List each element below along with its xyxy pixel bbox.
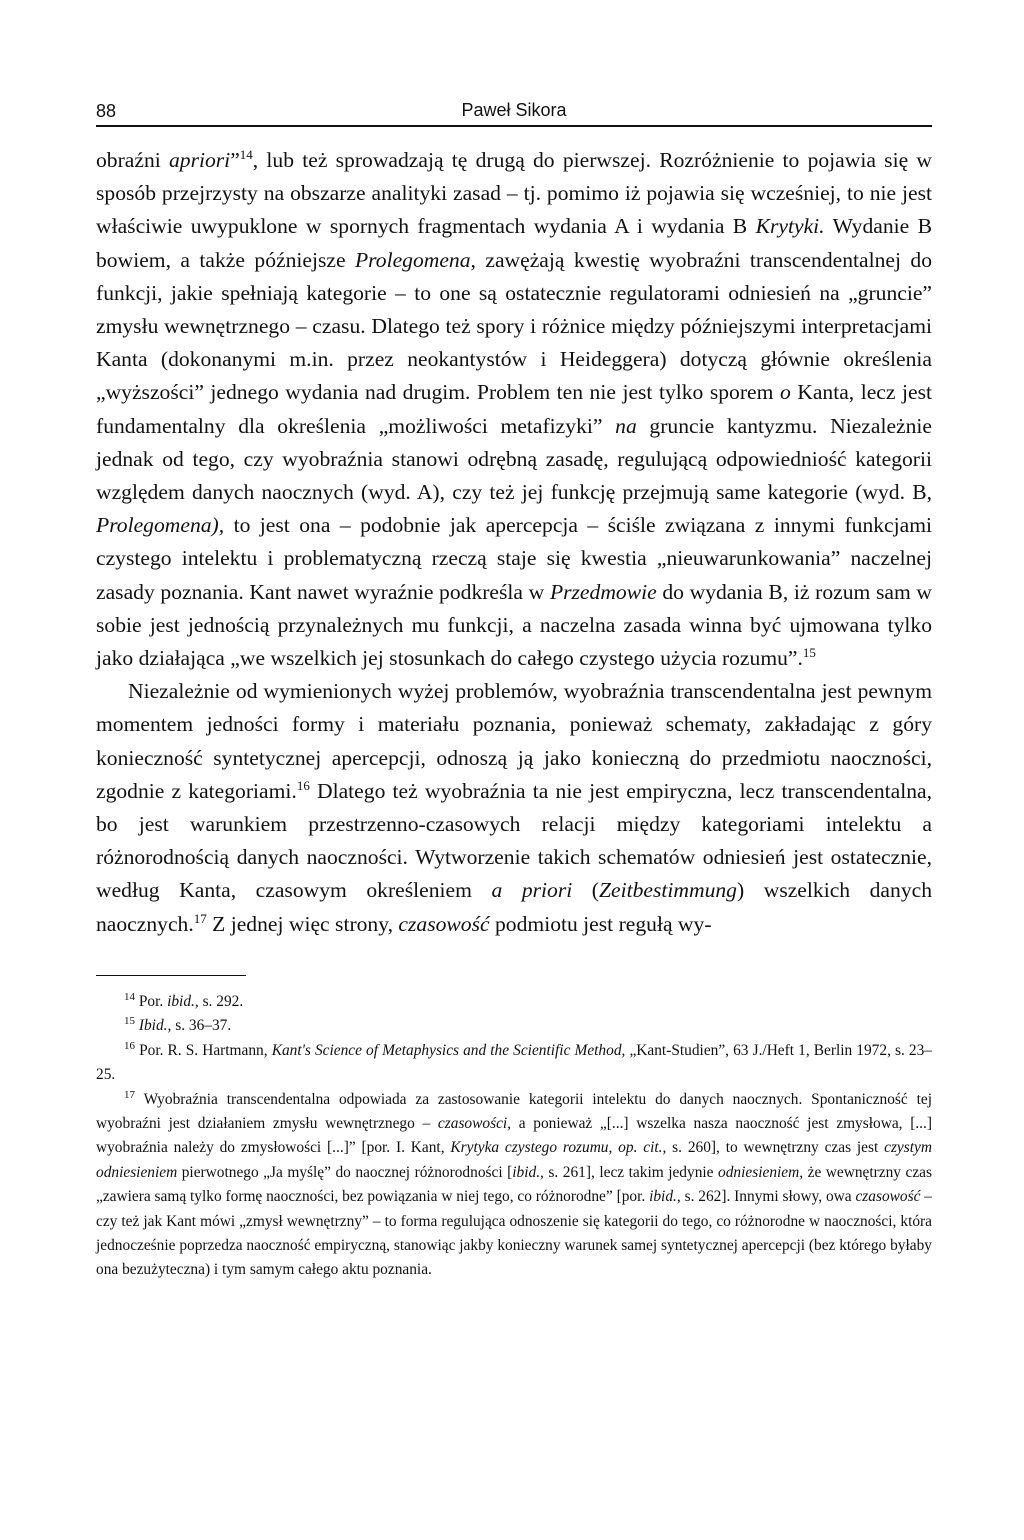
italic-text: a priori	[491, 878, 573, 903]
text-run: s. 262]. Innymi słowy, owa	[680, 1188, 856, 1206]
text-run: do wydania B, iż rozum sam w sobie jest jednością przynależnych mu funkcji, a naczelna zasada winna być ujmowana tylko jako działająca „we wszelkich jej stosunkach do całego czystego użycia rozumu”.	[96, 579, 933, 671]
footnote-16	[96, 1039, 932, 1088]
text-run: s. 261], lecz takim jedynie	[543, 1163, 719, 1181]
italic-text: ibid.,	[512, 1163, 544, 1181]
text-run: (	[572, 878, 599, 903]
footnote-marker: 16	[124, 1039, 135, 1052]
italic-text: odniesieniem,	[718, 1163, 804, 1181]
footnote-marker: 17	[193, 910, 207, 926]
text-run: „Kant-Studien”, 63 J./Heft 1, Berlin 1972, s. 23–25.	[96, 1041, 933, 1084]
text-run: obraźni	[96, 148, 169, 172]
text-run: pierwotnego „Ja myślę” do naocznej różnorodności [	[177, 1163, 513, 1181]
footnote-17	[96, 1088, 932, 1283]
italic-text: Krytyka czystego rozumu, op. cit.,	[450, 1139, 667, 1157]
italic-text: ibid.,	[649, 1188, 681, 1206]
italic-text: czasowość	[398, 911, 490, 936]
text-run: Dlatego też wyobraźnia ta nie jest empiryczna, lecz transcendentalna, bo jest warunkiem przestrzenno-czasowych relacji między kategoriami intelektu a różnorodnością danych naoczności. Wytworzenie takich schematów odniesień jest ostatecznie, według Kanta, czasowym określeniem	[96, 778, 932, 903]
italic-text: czasowość	[855, 1188, 921, 1206]
italic-text: ibid.,	[167, 992, 199, 1010]
text-run: Z jednej więc strony,	[206, 911, 399, 936]
italic-text: czasowości,	[437, 1114, 512, 1132]
italic-text: Zeitbestimmung	[599, 878, 737, 903]
text-run: a ponieważ „[...] wszelka nasza naoczność jest zmysłowa, [...] wyobraźnia należy do zmysłowości [...]” [por. I. Kant,	[96, 1114, 932, 1157]
italic-text: o	[779, 380, 791, 405]
italic-text: Ibid.,	[138, 1017, 172, 1035]
text-run: ”	[230, 148, 240, 172]
italic-text: Przedmowie	[549, 579, 657, 604]
paragraph-1	[96, 144, 932, 675]
text-run: gruncie kantyzmu. Niezależnie jednak od tego, czy wyobraźnia stanowi odrębną zasadę, regulującą odpowiedniość kategorii względem danych naocznych (wyd. A), czy też jej funkcję przejmują same kategorie (wyd. B,	[96, 413, 932, 505]
text-run: że wewnętrzny czas „zawiera samą tylko formę naoczności, bez powiązania w niej tego, co różnorodne” [por.	[96, 1163, 932, 1206]
text-run: s. 260], to wewnętrzny czas jest	[666, 1139, 885, 1157]
footnote-15	[96, 1014, 932, 1038]
footnote-marker: 16	[296, 777, 310, 793]
page-header	[96, 96, 932, 127]
text-run: Wydanie B bowiem, a także późniejsze	[96, 214, 932, 272]
text-run: , lub też sprowadzają tę drugą do pierwszej. Rozróżnienie to pojawia się w sposób przejrzysty na obszarze analityki zasad – tj. pomimo iż pojawia się wcześniej, to nie jest właściwie uwypuklone w spornych fragmentach wydania A i wydania B	[96, 148, 932, 239]
text-run: s. 292.	[198, 992, 244, 1010]
text-run: ) wszelkich danych naocznych.	[96, 878, 932, 936]
italic-text: na	[615, 413, 637, 438]
page	[96, 96, 932, 1283]
text-run: podmiotu jest regułą wy-	[489, 911, 712, 936]
paragraph-2	[96, 675, 932, 941]
text-run: Por. R. S. Hartmann,	[135, 1041, 272, 1059]
text-run: Por.	[135, 992, 168, 1010]
italic-text: czystym odniesieniem	[96, 1139, 932, 1181]
text-run: to jest ona – podobnie jak apercepcja – ściśle związana z innymi funkcjami czystego intelektu i problematyczną rzeczą staje się kwestia „nieuwarunkowania” naczelnej zasady poznania. Kant nawet wyraźnie podkreśla w	[96, 513, 932, 604]
footnote-14	[96, 990, 932, 1014]
footnote-separator	[96, 975, 246, 990]
body-text	[96, 144, 932, 941]
page-number: 88	[96, 101, 117, 121]
text-run: zawężają kwestię wyobraźni transcendentalnej do funkcji, jakie spełniają kategorie – to one są ostatecznie regulatorami odniesień na „gruncie” zmysłu wewnętrznego – czasu. Dlatego też spory i różnice między późniejszymi interpretacjami Kanta (dokonanymi m.in. przez neokantystów i Heideggera) dotyczą głównie określenia „wyższości” jednego wydania nad drugim. Problem ten nie jest tylko sporem	[96, 247, 932, 405]
running-head: Paweł Sikora	[461, 100, 567, 120]
italic-text: Kant's Science of Metaphysics and the Scientific Method,	[271, 1041, 626, 1059]
footnote-marker: 14	[124, 990, 135, 1003]
italic-text: apriori	[168, 148, 231, 172]
italic-text: Prolegomena,	[354, 247, 476, 272]
footnote-marker: 15	[124, 1015, 135, 1028]
text-run: – czy też jak Kant mówi „zmysł wewnętrzny” – to forma regulująca odnoszenie się kategorii do tego, co różnorodne w naoczności, która jednocześnie poprzedza naoczność empiryczną, stanowiąc jakby konieczny warunek samej syntetycznej apercepcji (bez którego byłaby ona bezużyteczna) i tym samym całego aktu poznania.	[96, 1188, 933, 1279]
text-run: Wyobraźnia transcendentalna odpowiada za zastosowanie kategorii intelektu do danych naocznych. Spontaniczność tej wyobraźni jest działaniem zmysłu wewnętrznego –	[96, 1090, 932, 1132]
footnotes	[96, 990, 932, 1283]
footnote-marker: 14	[239, 146, 253, 162]
text-run: Niezależnie od wymienionych wyżej problemów, wyobraźnia transcendentalna jest pewnym momentem jedności formy i materiału poznania, ponieważ schematy, zakładając z góry konieczność syntetycznej apercepcji, odnoszą ją jako konieczną do przedmiotu naoczności, zgodnie z kategoriami.	[96, 679, 932, 803]
italic-text: Krytyki.	[755, 214, 825, 239]
footnote-marker: 17	[124, 1088, 135, 1101]
text-run: s. 36–37.	[171, 1017, 232, 1035]
text-run: Kanta, lecz jest fundamentalny dla określenia „możliwości metafizyki”	[96, 380, 932, 438]
footnote-marker: 15	[802, 644, 816, 660]
italic-text: Prolegomena),	[96, 513, 225, 538]
